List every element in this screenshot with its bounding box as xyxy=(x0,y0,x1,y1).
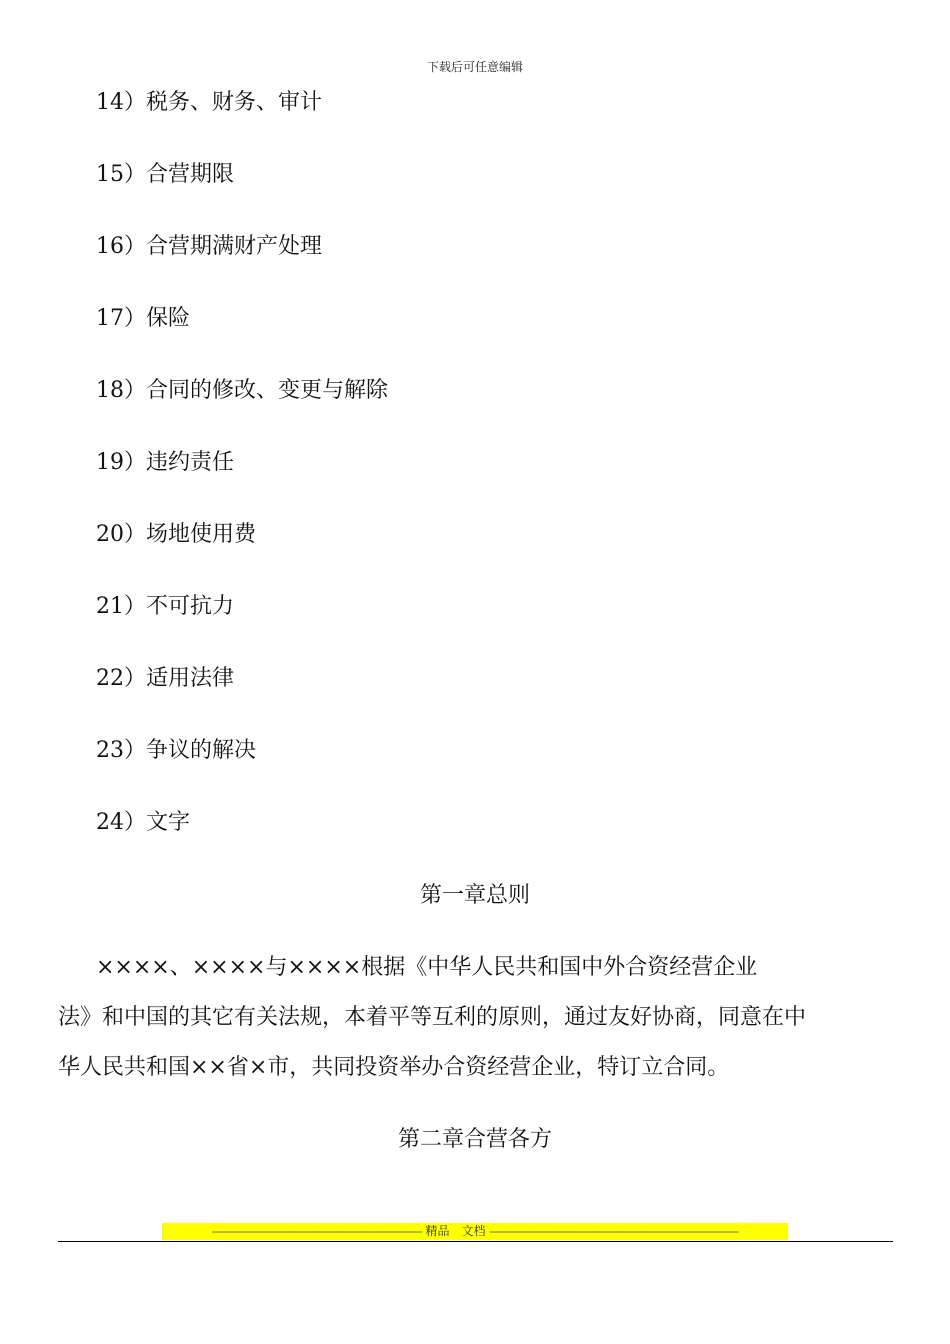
chapter-1-paragraph-line-2: 法》和中国的其它有关法规，本着平等互利的原则，通过友好协商，同意在中 xyxy=(58,1005,807,1030)
chapter-1-title: 第一章总则 xyxy=(419,883,530,908)
toc-item: 21）不可抗力 xyxy=(96,594,234,619)
footer-dashes-left: ---------------------------------------------------------------------- xyxy=(211,1224,422,1238)
toc-item: 24）文字 xyxy=(96,810,190,835)
toc-item: 19）违约责任 xyxy=(96,450,234,475)
toc-item: 22）适用法律 xyxy=(96,666,234,691)
toc-item: 17）保险 xyxy=(96,306,190,331)
chapter-2-title: 第二章合营各方 xyxy=(397,1127,552,1152)
toc-item: 15）合营期限 xyxy=(96,162,234,187)
footer-label: 精品 文档 xyxy=(425,1224,486,1238)
toc-item: 18）合同的修改、变更与解除 xyxy=(96,378,388,403)
footer-dashes-right: ----------------------------------------------------------------------------------- xyxy=(489,1224,739,1238)
chapter-1-paragraph-line-3: 华人民共和国××省×市，共同投资举办合资经营企业，特订立合同。 xyxy=(58,1055,730,1080)
toc-item: 23）争议的解决 xyxy=(96,738,256,763)
toc-item: 16）合营期满财产处理 xyxy=(96,234,322,259)
footer-banner xyxy=(162,1223,788,1240)
toc-item: 14）税务、财务、审计 xyxy=(96,90,322,115)
footer-rule xyxy=(58,1241,893,1242)
chapter-1-paragraph-line-1: ××××、××××与××××根据《中华人民共和国中外合资经营企业 xyxy=(96,955,758,980)
toc-item: 20）场地使用费 xyxy=(96,522,256,547)
header-note: 下载后可任意编辑 xyxy=(426,60,523,74)
